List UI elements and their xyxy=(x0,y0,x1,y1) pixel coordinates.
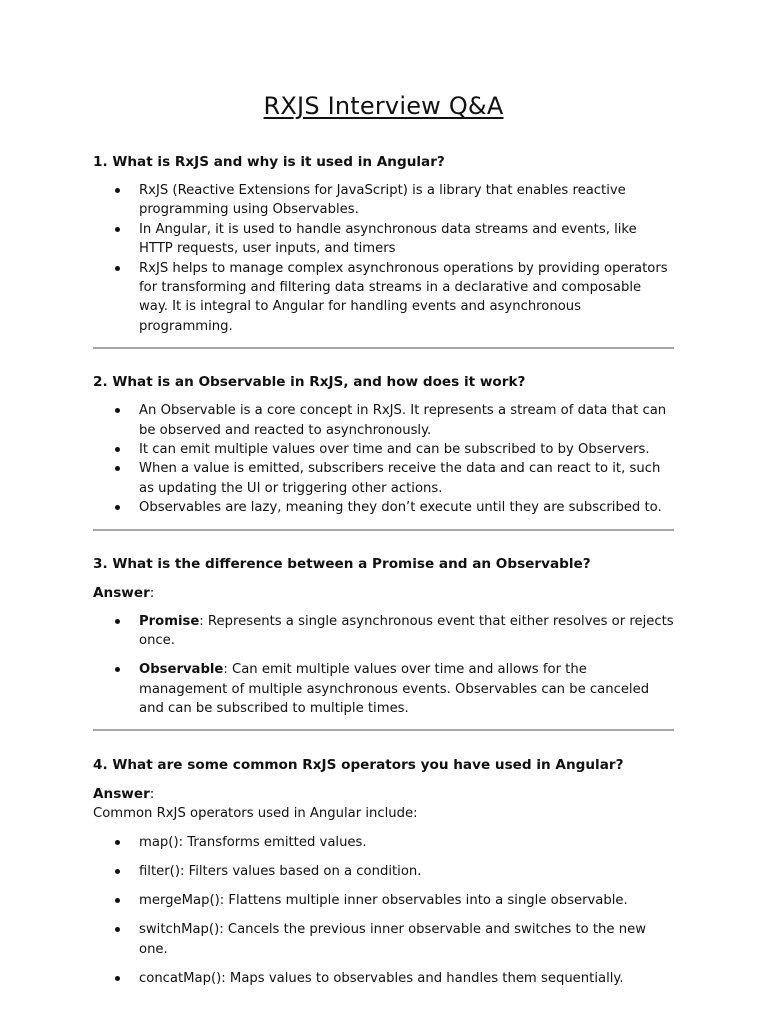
bullet-icon xyxy=(115,869,120,874)
bullet-text: switchMap(): Cancels the previous inner observable and switches to the new one. xyxy=(139,922,646,957)
bullet-list xyxy=(93,181,674,336)
list-item xyxy=(93,969,674,988)
bullet-icon xyxy=(115,840,120,845)
document-title: RXJS Interview Q&A xyxy=(263,92,504,120)
bullet-list xyxy=(93,612,674,719)
bullet-text: : Represents a single asynchronous event that either resolves or rejects once. xyxy=(139,613,674,649)
bullet-icon xyxy=(115,898,120,903)
answer-label xyxy=(93,784,674,804)
list-item xyxy=(93,220,674,259)
bullet-text: When a value is emitted, subscribers receive the data and can react to it, such as updating the UI or triggering other actions. xyxy=(139,461,661,496)
bullet-text: concatMap(): Maps values to observables and handles them sequentially. xyxy=(139,970,624,986)
list-item xyxy=(93,498,674,517)
section-divider xyxy=(93,529,674,531)
list-item xyxy=(93,833,674,852)
bullet-icon xyxy=(115,447,120,452)
bullet-term: Observable xyxy=(139,662,224,678)
section-promise-vs-observable xyxy=(93,554,674,732)
bullet-text: mergeMap(): Flattens multiple inner observables into a single observable. xyxy=(139,893,628,909)
answer-label-colon: : xyxy=(149,786,155,803)
bullet-text: An Observable is a core concept in RxJS. It represents a stream of data that can be observed and reacted to asynchronously. xyxy=(139,403,667,438)
section-rxjs-operators xyxy=(93,755,674,988)
bullet-text: map(): Transforms emitted values. xyxy=(139,835,367,851)
list-item xyxy=(93,401,674,440)
bullet-icon xyxy=(115,976,120,981)
list-item xyxy=(93,920,674,959)
bullet-icon xyxy=(115,927,120,932)
bullet-text: Observables are lazy, meaning they don’t execute until they are subscribed to. xyxy=(139,500,662,516)
bullet-icon xyxy=(115,466,120,471)
bullet-list xyxy=(93,401,674,517)
bullet-text: filter(): Filters values based on a condition. xyxy=(139,864,422,880)
list-item xyxy=(93,259,674,337)
question-heading: 2. What is an Observable in RxJS, and how does it work? xyxy=(93,374,526,391)
list-item xyxy=(93,440,674,459)
bullet-text: RxJS helps to manage complex asynchronous operations by providing operators for transforming and filtering data streams in a declarative and composable way. It is integral to Angular for handling events and asynchronous programming. xyxy=(139,260,668,334)
section-rxjs-angular xyxy=(93,152,674,349)
section-divider xyxy=(93,729,674,731)
list-item xyxy=(93,862,674,881)
answer-label-colon: : xyxy=(149,584,155,601)
question-heading: 1. What is RxJS and why is it used in Angular? xyxy=(93,154,445,170)
bullet-text: : Can emit multiple values over time and allows for the management of multiple asynchronous events. Observables can be canceled and can be subscribed to multiple times. xyxy=(139,662,650,716)
bullet-term: Promise xyxy=(139,613,200,629)
list-item xyxy=(93,459,674,498)
list-item xyxy=(93,612,674,651)
bullet-icon xyxy=(115,667,120,672)
question-heading: 3. What is the difference between a Promise and an Observable? xyxy=(93,555,591,572)
bullet-text: It can emit multiple values over time and can be subscribed to by Observers. xyxy=(139,442,650,458)
list-item xyxy=(93,660,674,718)
bullet-icon xyxy=(115,188,120,193)
answer-intro: Common RxJS operators used in Angular include: xyxy=(93,806,418,822)
list-item xyxy=(93,181,674,220)
bullet-text: In Angular, it is used to handle asynchronous data streams and events, like HTTP requests, user inputs, and timers xyxy=(139,221,637,257)
answer-label xyxy=(93,583,674,603)
list-item xyxy=(93,891,674,910)
bullet-text: RxJS (Reactive Extensions for JavaScript) is a library that enables reactive programming using Observables. xyxy=(139,183,626,218)
bullet-icon xyxy=(115,227,120,232)
bullet-icon xyxy=(115,619,120,624)
answer-label-text: Answer xyxy=(93,786,150,803)
question-heading: 4. What are some common RxJS operators you have used in Angular? xyxy=(93,757,624,774)
section-observable xyxy=(93,372,674,530)
section-divider xyxy=(93,347,674,349)
bullet-icon xyxy=(115,266,120,271)
bullet-icon xyxy=(115,408,120,413)
bullet-icon xyxy=(115,505,120,510)
answer-label-text: Answer xyxy=(93,584,150,601)
bullet-list xyxy=(93,833,674,988)
